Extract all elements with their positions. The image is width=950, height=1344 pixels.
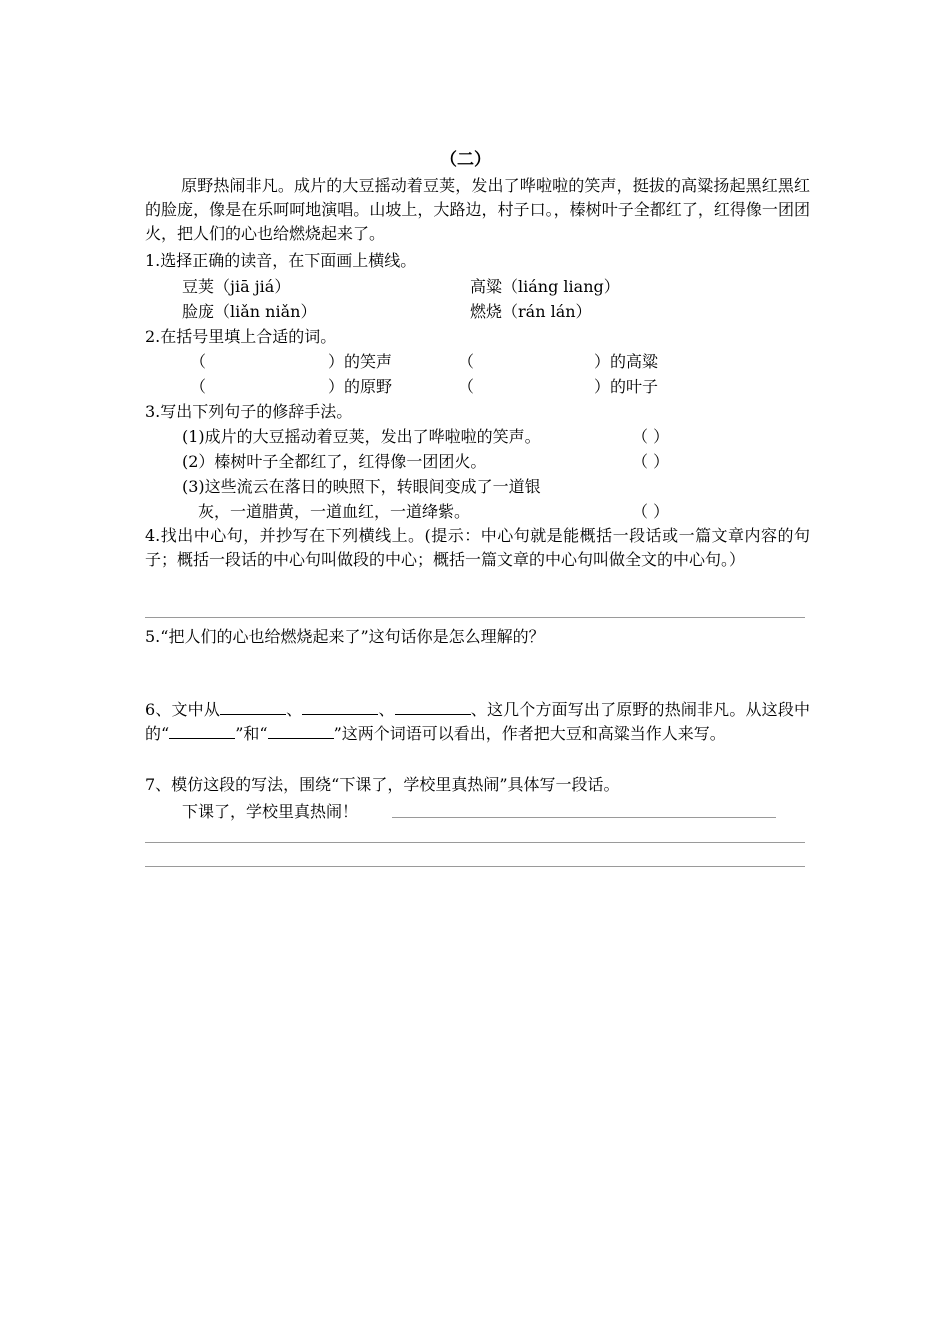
q7-starter: 下课了，学校里真热闹！ (182, 802, 359, 821)
q7-answer-line-2[interactable] (145, 842, 805, 843)
q6-blank-5[interactable] (268, 722, 334, 739)
q6-blank-4[interactable] (169, 722, 235, 739)
passage-text: 原野热闹非凡。成片的大豆摇动着豆荚，发出了哗啦啦的笑声，挺拔的高粱扬起黑红黑红的脸庞，像是在乐呵呵地演唱。山坡上，大路边，村子口。，榛树叶子全都红了，红得像一团团火，把人们的心也给燃烧起来了。 (145, 176, 810, 243)
reading-passage (145, 174, 810, 246)
q3-answer-paren-3: （ ） (632, 502, 670, 521)
q6-blank-2[interactable] (302, 698, 378, 715)
q3-sentence-1: (1)成片的大豆摇动着豆荚，发出了哗啦啦的笑声。 (182, 427, 541, 446)
q1-prompt: 1.选择正确的读音，在下面画上横线。 (145, 251, 417, 270)
q2-item-yuanye: ）的原野 (328, 377, 393, 396)
q1-item-doujia: 豆荚（jiā jiá） (182, 277, 291, 296)
section-title: （二） (440, 150, 491, 170)
q7-answer-line-3[interactable] (145, 866, 805, 867)
q5-prompt: 5.“把人们的心也给燃烧起来了”这句话你是怎么理解的？ (145, 627, 545, 646)
q3-prompt: 3.写出下列句子的修辞手法。 (145, 402, 353, 421)
q1-item-lianpang: 脸庞（liǎn niǎn） (182, 302, 317, 321)
q2-item-yezi: ）的叶子 (594, 377, 659, 396)
q2-item-gaoliang: ）的高粱 (594, 352, 659, 371)
q3-sentence-3b: 灰，一道腊黄，一道血红，一道绛紫。 (198, 502, 471, 521)
q1-item-ranshao: 燃烧（rán lán） (470, 302, 592, 321)
q6-blank-3[interactable] (395, 698, 471, 715)
q3-sentence-3a: (3)这些流云在落日的映照下，转眼间变成了一道银 (182, 477, 541, 496)
q2-open-paren: （ (458, 377, 475, 396)
q4-answer-line[interactable] (145, 617, 805, 618)
q7-answer-line-1[interactable] (392, 817, 776, 818)
q6-text: 6、文中从 、 、 、这几个方面写出了原野的热闹非凡。从这段中的“ ”和“ ”这两个词语可以看出，作者把大豆和高粱当作人来写。 (145, 700, 810, 743)
q2-prompt: 2.在括号里填上合适的词。 (145, 327, 337, 346)
q2-open-paren: （ (458, 352, 475, 371)
q3-answer-paren-1: （ ） (632, 427, 670, 446)
q2-open-paren: （ (190, 352, 207, 371)
q2-item-xiaosheng: ）的笑声 (328, 352, 393, 371)
q1-item-gaoliang: 高粱（liáng liang） (470, 277, 620, 296)
q7-prompt: 7、模仿这段的写法，围绕“下课了，学校里真热闹”具体写一段话。 (145, 775, 620, 794)
q3-answer-paren-2: （ ） (632, 452, 670, 471)
q6-blank-1[interactable] (220, 698, 286, 715)
q2-open-paren: （ (190, 377, 207, 396)
q3-sentence-2: (2）榛树叶子全都红了，红得像一团团火。 (182, 452, 487, 471)
q4-prompt: 4.找出中心句，并抄写在下列横线上。(提示：中心句就是能概括一段话或一篇文章内容的句子；概括一段话的中心句叫做段的中心；概括一篇文章的中心句叫做全文的中心句。） (145, 526, 810, 569)
